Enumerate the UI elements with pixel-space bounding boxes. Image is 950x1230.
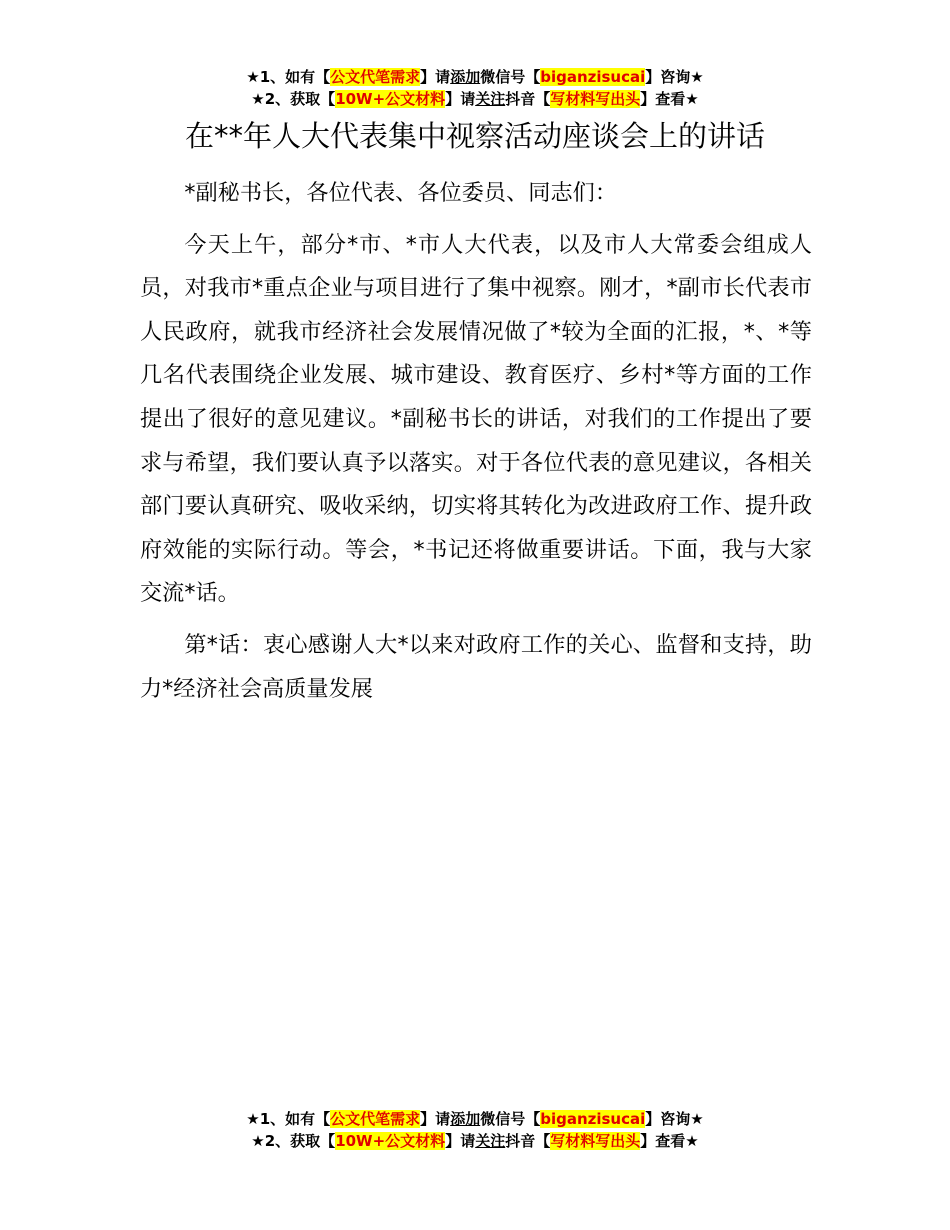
banner-underlined: 关注 (475, 1132, 506, 1150)
footer-banner (0, 1108, 950, 1152)
banner-text: 】查看★ (640, 90, 699, 108)
banner-highlight: biganzisucai (540, 1110, 646, 1128)
banner-text: 】咨询★ (645, 68, 704, 86)
document-body (140, 172, 812, 719)
banner-text: ★2、获取【 (251, 1132, 336, 1150)
banner-highlight: 写材料写出头 (550, 90, 641, 108)
banner-text: 】请 (420, 68, 451, 86)
banner-text: 微信号【 (480, 1110, 541, 1128)
banner-line-2 (0, 88, 950, 110)
banner-highlight: 写材料写出头 (550, 1132, 641, 1150)
banner-text: ★2、获取【 (251, 90, 336, 108)
banner-underlined: 添加 (450, 1110, 481, 1128)
banner-underlined: 添加 (450, 68, 481, 86)
banner-highlight: 公文代笔需求 (330, 68, 421, 86)
banner-text: 】咨询★ (645, 1110, 704, 1128)
section-heading-paragraph: 第*话：衷心感谢人大*以来对政府工作的关心、监督和支持，助力*经济社会高质量发展 (140, 631, 812, 702)
banner-text: 】请 (420, 1110, 451, 1128)
banner-text: 微信号【 (480, 68, 541, 86)
header-banner (0, 66, 950, 110)
banner-highlight: 公文代笔需求 (330, 1110, 421, 1128)
document-title: 在**年人大代表集中视察活动座谈会上的讲话 (184, 119, 765, 153)
banner-text: ★1、如有【 (246, 68, 331, 86)
banner-text: 抖音【 (505, 90, 551, 108)
banner-text: 】请 (445, 90, 476, 108)
banner-line-1 (0, 66, 950, 88)
salutation-paragraph: *副秘书长，各位代表、各位委员、同志们： (184, 180, 618, 206)
body-paragraph: 今天上午，部分*市、*市人大代表，以及市人大常委会组成人员，对我市*重点企业与项目进行了集中视察。刚才，*副市长代表市人民政府，就我市经济社会发展情况做了*较为全面的汇报，*、*等几名代表围绕企业发展、城市建设、教育医疗、乡村*等方面的工作提出了很好的意见建议。*副秘书长的讲话，对我们的工作提出了要求与希望，我们要认真予以落实。对于各位代表的意见建议，各相关部门要认真研究、吸收采纳，切实将其转化为改进政府工作、提升政府效能的实际行动。等会，*书记还将做重要讲话。下面，我与大家交流*话。 (140, 231, 812, 607)
banner-underlined: 关注 (475, 90, 506, 108)
banner-highlight: 10W+公文材料 (335, 1132, 446, 1150)
banner-text: ★1、如有【 (246, 1110, 331, 1128)
banner-highlight: biganzisucai (540, 68, 646, 86)
banner-highlight: 10W+公文材料 (335, 90, 446, 108)
banner-text: 】请 (445, 1132, 476, 1150)
banner-text: 抖音【 (505, 1132, 551, 1150)
banner-line-1 (0, 1108, 950, 1130)
banner-text: 】查看★ (640, 1132, 699, 1150)
banner-line-2 (0, 1130, 950, 1152)
